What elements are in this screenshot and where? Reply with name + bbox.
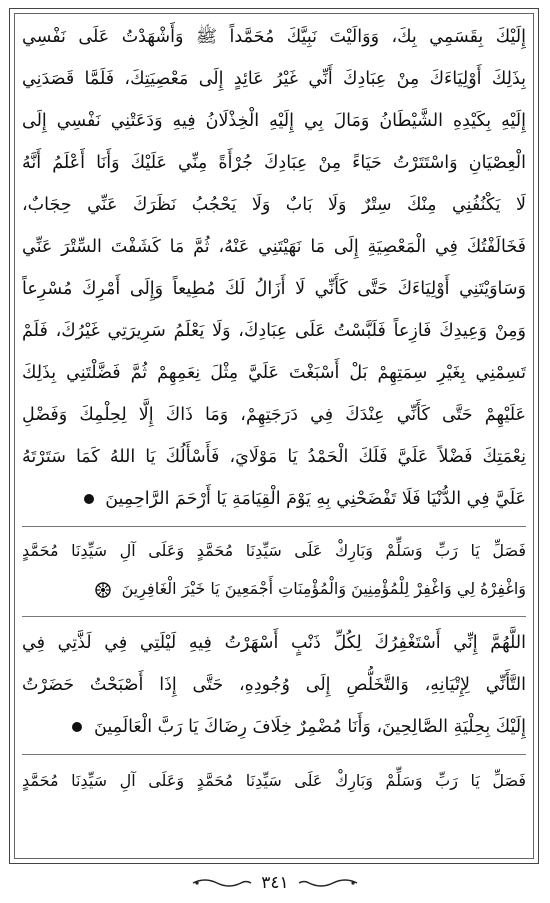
text-line: وَمِنْ وَعِيدِكَ فَازِعاً فَلَبَّسْتُ عَلَى عِبَادِكَ، وَلَا يَعْلَمُ سَرِيرَتِي غَيْرُكَ، فَلَمْ [22, 321, 526, 341]
salawat-line: فَصَلِّ يَا رَبِّ وَسَلِّمْ وَبَارِكْ عَلَى سَيِّدِنَا مُحَمَّدٍ وَعَلَى آلِ سَيِّدِنَا مُحَمَّدٍ [22, 771, 526, 790]
text-line: إِلَيْكَ بِقَسَمِي بِكَ، وَوَالَيْتَ نَبِيَّكَ مُحَمَّداً ﷺ وَأَشْهَدْتُ عَلَى نَفْسِي [22, 27, 526, 47]
text-line: التَّأَنِّي لِإِتْيَانِهِ، وَالتَّخَلُّصِ إِلَى وُجُودِهِ، حَتَّى إِذَا أَصْبَحْتُ حَضَرْتُ [22, 675, 526, 695]
ornament-left-icon [191, 876, 253, 890]
bullet-icon [84, 494, 94, 504]
salawat-line: فَصَلِّ يَا رَبِّ وَسَلِّمْ وَبَارِكْ عَلَى سَيِّدِنَا مُحَمَّدٍ وَعَلَى آلِ سَيِّدِنَا مُحَمَّدٍ [22, 541, 526, 560]
text-line: لَا يَكْنُفُنِي مِنْكَ سِتْرٌ وَلَا بَابٌ وَلَا يَحْجُبُ نَظَرَكَ عَنِّي حِجَابٌ، [22, 195, 526, 215]
rosette-icon [95, 582, 111, 598]
section-divider [22, 754, 526, 755]
text-line-last [22, 480, 526, 518]
page-content [22, 18, 526, 854]
paragraph-end-text: عَلَيَّ فِي الدُّنْيَا فَلَا تَفْضَحْنِي بِهِ يَوْمَ الْقِيَامَةِ يَا أَرْحَمَ الرَّاحِمِينَ [105, 489, 526, 509]
text-line: الْعِصْيَانِ وَاسْتَتَرْتُ حَيَاءً مِنْ عِبَادِكَ جُرْأَةً مِنِّي عَلَيْكَ وَأَنَا أَعْلَمُ أَنَّهُ [22, 153, 526, 173]
text-line: فَخَالَفْتُكَ فِي الْمَعْصِيَةِ إِلَى مَا نَهَيْتَنِي عَنْهُ، ثُمَّ مَا كَشَفْتَ السِّتْرَ عَنِّي [22, 237, 526, 257]
text-line: تَسِمْنِي بِغَيْرِ سِمَتِهِمْ بَلْ أَسْبَغْتَ عَلَيَّ مِثْلَ نِعَمِهِمْ ثُمَّ فَضَّلْتَنِي بِذَلِكَ [22, 363, 526, 383]
salawat-end-text: وَاغْفِرْهُ لِي وَاغْفِرْ لِلْمُؤْمِنِينَ وَالْمُؤْمِنَاتِ أَجْمَعِينَ يَا خَيْرَ الْغَافِرِينَ [121, 579, 526, 598]
bullet-icon [72, 722, 82, 732]
text-line: وَسَاوَيْتَنِي أَوْلِيَاءَكَ حَتَّى كَأَنِّي لَا أَزَالُ لَكَ مُطِيعاً وَإِلَى أَمْرِكَ مُسْرِعاً [22, 279, 526, 299]
text-line: اللَّهُمَّ إِنِّي أَسْتَغْفِرُكَ لِكُلِّ ذَنْبٍ أَسْهَرْتُ فِيهِ لَيْلَتِي فِي لَذَّتِي فِي [22, 633, 526, 653]
section-divider [22, 526, 526, 527]
page-footer [0, 868, 550, 898]
salawat-line-last [22, 570, 526, 608]
section-divider [22, 616, 526, 617]
text-line: نِعْمَتِكَ فَضْلاً عَلَيَّ فَلَكَ الْحَمْدُ يَا مَوْلَايَ، فَأَسْأَلُكَ يَا اللهُ كَمَا سَتَرْتَهُ [22, 447, 526, 467]
page-number: ٣٤١ [261, 873, 289, 893]
ornament-right-icon [297, 876, 359, 890]
text-line: بِذَلِكَ أَوْلِيَاءَكَ مِنْ عِبَادِكَ أَنِّي غَيْرُ عَائِدٍ إِلَى مَعْصِيَتِكَ، فَلَمَّا قَصَدَنِي [22, 69, 526, 89]
text-line: عَلَيْهِمْ حَتَّى كَأَنِّي عِنْدَكَ فِي دَرَجَتِهِمْ، وَمَا ذَاكَ إِلَّا لِحِلْمِكَ وَفَضْلِ [22, 405, 526, 425]
text-line-last [22, 708, 526, 746]
text-line: إِلَيْهِ بِكَيْدِهِ الشَّيْطَانُ وَمَالَ بِي إِلَيْهِ الْخِذْلَانُ فِيهِ وَدَعَتْنِي نَفْسِي إِلَى [22, 111, 526, 131]
paragraph-end-text: إِلَيْكَ بِحِلْيَةِ الصَّالِحِينَ، وَأَنَا مُضْمِرٌ خِلَافَ رِضَاكَ يَا رَبَّ الْعَالَمِينَ [94, 717, 526, 737]
